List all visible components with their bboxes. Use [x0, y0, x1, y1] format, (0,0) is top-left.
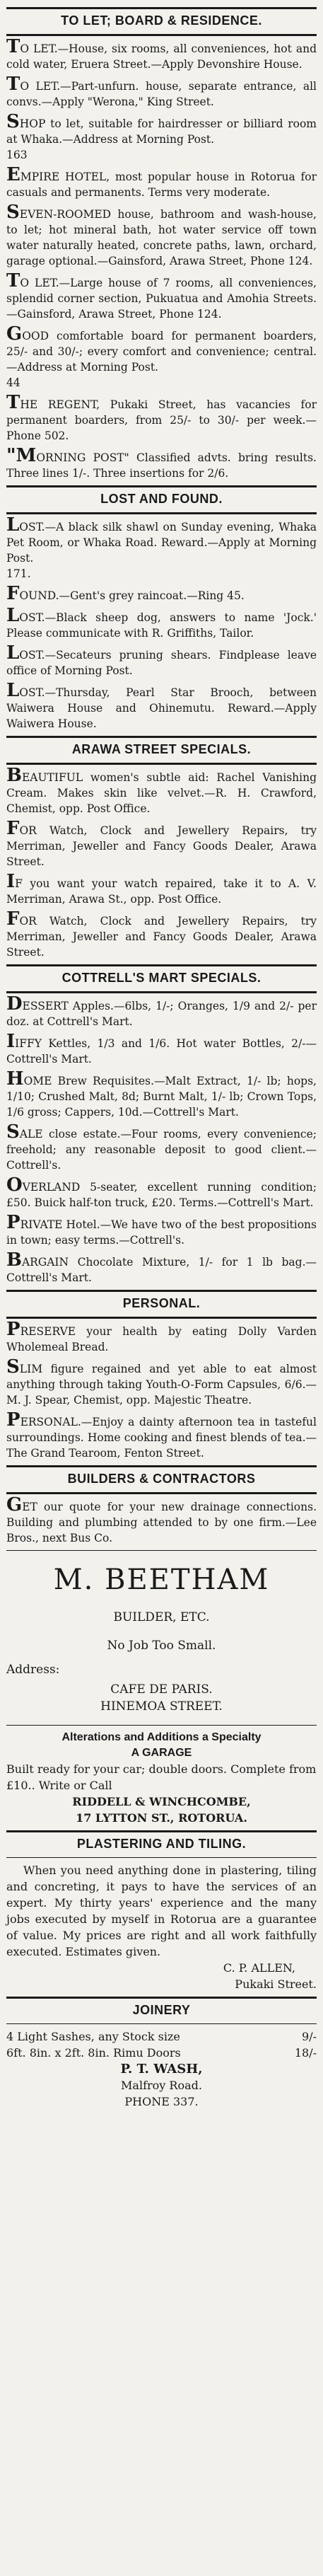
classified-ad	[6, 392, 317, 444]
classified-ad	[6, 76, 317, 110]
plastering-name: C. P. ALLEN,	[223, 1961, 295, 1975]
drop-capital: L	[6, 680, 20, 701]
classified-ad	[6, 111, 317, 147]
ad-text: LIM figure regained and yet able to eat almost anything through taking Youth-O-Form Capsules, 6/6.—M. J. Spear, Chemist, opp. Majestic Theatre.	[6, 1363, 317, 1407]
classified-ad	[6, 1409, 317, 1461]
classified-ad	[6, 1249, 317, 1286]
drop-capital: O	[6, 1174, 23, 1196]
rule	[6, 485, 317, 487]
personal-ads	[6, 1319, 317, 1461]
ad-text: OOD comfortable board for permanent boarders, 25/- and 30/-; every comfort and convenience; central.—Address at Morning Post.	[6, 330, 317, 374]
drop-capital: T	[6, 36, 20, 57]
drop-capital: E	[6, 164, 20, 185]
joinery-price-1: 9/-	[302, 2030, 317, 2043]
ad-text: O LET.—Large house of 7 rooms, all conveniences, splendid corner section, Pukuatua and Amohia Streets.—Gainsford, Arawa Street, Phone 124.	[6, 277, 317, 320]
drop-capital: L	[6, 642, 20, 664]
rule	[6, 736, 317, 738]
plastering-body: When you need anything done in plastering, tiling and concreting, it pays to have the services of an expert. My thirty years' experience and the many jobs executed by myself in Rotorua are a guarantee of value. My prices are right and all work faithfully executed. Estimates given.	[6, 1864, 317, 1958]
ad-text: F you want your watch repaired, take it to A. V. Merriman, Arawa St., opp. Post Office.	[6, 877, 317, 906]
ad-text: ORNING POST" Classified advts. bring results. Three lines 1/-. Three insertions for 2/6.	[6, 451, 317, 480]
drop-capital: T	[6, 270, 20, 291]
rule	[6, 1492, 317, 1494]
joinery-address: Malfroy Road.	[121, 2079, 202, 2092]
section-header-personal: PERSONAL.	[122, 1296, 201, 1310]
riddell-body: Built ready for your car; double doors. Complete from £10.. Write or Call	[6, 1762, 317, 1792]
ad-text: IFFY Kettles, 1/3 and 1/6. Hot water Bottles, 2/-—Cottrell's Mart.	[6, 1037, 317, 1065]
classified-ad	[6, 765, 317, 816]
ad-text: VERLAND 5-seater, excellent running condition; £50. Buick half-ton truck, £20. Terms.—Cottrell's Mart.	[6, 1181, 317, 1209]
riddell-address: 17 LYTTON ST., ROTORUA.	[76, 1811, 247, 1825]
rule	[6, 7, 317, 9]
classified-ad	[6, 642, 317, 678]
classified-ad	[6, 1068, 317, 1120]
drop-capital: F	[6, 908, 20, 930]
ad-text: OST.—Black sheep dog, answers to name 'Jock.' Please communicate with R. Griffiths, Tailor.	[6, 611, 317, 640]
classified-ad	[6, 204, 317, 269]
riddell-head-1: Alterations and Additions a Specialty	[61, 1731, 262, 1743]
classified-ad	[6, 164, 317, 200]
section-header-arawa: ARAWA STREET SPECIALS.	[71, 742, 252, 756]
classified-ad	[6, 270, 317, 322]
lost-found-ads	[6, 514, 317, 732]
ad-text: OST.—Secateurs pruning shears. Findplease leave office of Morning Post.	[6, 649, 317, 677]
arawa-ads	[6, 765, 317, 960]
joinery-name: P. T. WASH,	[120, 2062, 203, 2077]
drop-capital: G	[6, 1494, 23, 1515]
riddell-name: RIDDELL & WINCHCOMBE,	[72, 1795, 251, 1808]
section-header-cottrell: COTTRELL'S MART SPECIALS.	[61, 971, 262, 985]
ad-text: OUND.—Gent's grey raincoat.—Ring 45.	[19, 589, 245, 602]
joinery-line-1	[6, 2028, 317, 2045]
classified-ad	[6, 908, 317, 960]
ad-reference-number: 171.	[6, 567, 31, 580]
rule	[6, 763, 317, 765]
classified-ad	[6, 871, 317, 907]
classified-ad	[6, 583, 317, 604]
rule	[6, 991, 317, 993]
ad-text: OR Watch, Clock and Jewellery Repairs, try Merriman, Jeweller and Fancy Goods Dealer, Arawa Street.	[6, 915, 317, 959]
rule	[6, 964, 317, 966]
ad-text: OST.—Thursday, Pearl Star Brooch, between Waiwera House and Ohinemutu. Reward.—Apply Waiwera House.	[6, 686, 317, 730]
rule	[6, 1857, 317, 1858]
ad-text: MPIRE HOTEL, most popular house in Rotorua for casuals and permanents. Terms very moderate.	[6, 171, 317, 199]
drop-capital: B	[6, 1249, 22, 1271]
ad-text: RIVATE Hotel.—We have two of the best propositions in town; easy terms.—Cottrell's.	[6, 1218, 317, 1247]
rule	[6, 1997, 317, 1999]
classified-ad	[6, 1174, 317, 1211]
rule	[6, 512, 317, 514]
ad-text: ET our quote for your new drainage connections. Building and plumbing attended to by one firm.—Lee Bros., next Bus Co.	[6, 1501, 317, 1544]
classified-ad	[6, 1319, 317, 1355]
ad-text: HE REGENT, Pukaki Street, has vacancies for permanent boarders, from 25/- to 30/- per week.—Phone 502.	[6, 398, 317, 442]
drop-capital: "M	[6, 445, 37, 466]
beetham-sub: BUILDER, ETC.	[113, 1610, 210, 1624]
beetham-address-1: CAFE DE PARIS.	[110, 1682, 213, 1697]
ad-text: OR Watch, Clock and Jewellery Repairs, try Merriman, Jeweller and Fancy Goods Dealer, Arawa Street.	[6, 824, 317, 868]
drop-capital: L	[6, 605, 20, 626]
drop-capital: D	[6, 993, 23, 1015]
joinery-phone: PHONE 337.	[124, 2095, 199, 2108]
classified-ad	[6, 1212, 317, 1248]
rule	[6, 1317, 317, 1319]
beetham-address-label: Address:	[6, 1663, 60, 1677]
classified-ad	[6, 514, 317, 566]
section-header-to-let: TO LET; BOARD & RESIDENCE.	[61, 13, 262, 28]
rule	[6, 34, 317, 36]
section-header-builders: BUILDERS & CONTRACTORS	[67, 1472, 256, 1486]
drop-capital: T	[6, 392, 20, 413]
ad-reference-number: 163	[6, 149, 28, 161]
beetham-address-2: HINEMOA STREET.	[100, 1699, 223, 1714]
ad-text: ARGAIN Chocolate Mixture, 1/- for 1 lb bag.—Cottrell's Mart.	[6, 1256, 317, 1284]
ad-text: ALE close estate.—Four rooms, every convenience; freehold; any reasonable deposit to good client.—Cottrell's.	[6, 1128, 317, 1172]
beetham-name: M. BEETHAM	[53, 1564, 270, 1596]
classified-ad	[6, 1494, 317, 1546]
classified-ad	[6, 818, 317, 870]
drop-capital: S	[6, 1356, 20, 1377]
rule	[6, 1725, 317, 1726]
drop-capital: G	[6, 323, 23, 345]
classified-ad	[6, 993, 317, 1029]
rule	[6, 1465, 317, 1467]
section-header-joinery: JOINERY	[132, 2003, 191, 2017]
classified-ad	[6, 36, 317, 72]
joinery-item-2: 6ft. 8in. x 2ft. 8in. Rimu Doors	[6, 2046, 181, 2060]
ad-text: ESSERT Apples.—6lbs, 1/-; Oranges, 1/9 and 2/- per doz. at Cottrell's Mart.	[6, 1000, 317, 1028]
joinery-item-1: 4 Light Sashes, any Stock size	[6, 2030, 180, 2043]
rule	[6, 2023, 317, 2024]
drop-capital: H	[6, 1068, 24, 1090]
ad-text: O LET.—Part-unfurn. house, separate entrance, all convs.—Apply "Werona," King Street.	[6, 80, 317, 108]
ad-text: EAUTIFUL women's subtle aid: Rachel Vanishing Cream. Makes skin like velvet.—R. H. Crawford, Chemist, opp. Post Office.	[6, 771, 317, 815]
section-header-lost-found: LOST AND FOUND.	[100, 492, 223, 506]
drop-capital: F	[6, 818, 20, 839]
drop-capital: P	[6, 1409, 20, 1431]
to-let-ads	[6, 36, 317, 481]
rule	[6, 1550, 317, 1551]
ad-text: HOP to let, suitable for hairdresser or billiard room at Whaka.—Address at Morning Post.	[6, 117, 317, 146]
ad-text: OME Brew Requisites.—Malt Extract, 1/- lb; hops, 1/10; Crushed Malt, 8d; Burnt Malt, 1/- lb; Crown Tops, 1/6 gross; Cappers, 10d.—Cottrell's Mart.	[6, 1075, 317, 1119]
classified-ad	[6, 680, 317, 732]
ad-text: O LET.—House, six rooms, all conveniences, hot and cold water, Eruera Street.—Apply Devonshire House.	[6, 42, 317, 71]
ad-text: RESERVE your health by eating Dolly Varden Wholemeal Bread.	[6, 1325, 317, 1353]
rule	[6, 1290, 317, 1292]
classified-ad	[6, 605, 317, 641]
cottrell-ads	[6, 993, 317, 1286]
drop-capital: T	[6, 74, 20, 95]
builders-ads	[6, 1494, 317, 1546]
drop-capital: I	[6, 1031, 16, 1052]
ad-reference-number: 44	[6, 376, 20, 389]
drop-capital: P	[6, 1212, 20, 1233]
joinery-price-2: 18/-	[294, 2046, 317, 2060]
ad-text: EVEN-ROOMED house, bathroom and wash-house, to let; hot mineral bath, hot water service off town water naturally heated, concrete paths, lawn, orchard, garage optional.—Gainsford, Arawa Street, Phone 124.	[6, 208, 317, 267]
classified-ad	[6, 445, 317, 481]
drop-capital: L	[6, 514, 20, 536]
plastering-street: Pukaki Street.	[235, 1977, 317, 1991]
classified-ad	[6, 1031, 317, 1067]
drop-capital: S	[6, 202, 20, 223]
joinery-line-2	[6, 2045, 317, 2061]
classified-ad	[6, 1121, 317, 1173]
drop-capital: F	[6, 583, 20, 604]
section-header-plastering: PLASTERING AND TILING.	[76, 1837, 247, 1851]
drop-capital: S	[6, 1121, 20, 1143]
ad-text: OST.—A black silk shawl on Sunday evening, Whaka Pet Room, or Whaka Road. Reward.—Apply at Morning Post.	[6, 521, 317, 565]
beetham-slogan: No Job Too Small.	[107, 1639, 216, 1653]
riddell-head-2: A GARAGE	[131, 1747, 192, 1759]
classified-ad	[6, 1356, 317, 1408]
classified-ad	[6, 323, 317, 375]
drop-capital: S	[6, 111, 20, 132]
drop-capital: I	[6, 871, 16, 892]
rule	[6, 1830, 317, 1832]
drop-capital: B	[6, 765, 22, 786]
drop-capital: P	[6, 1319, 20, 1340]
ad-text: ERSONAL.—Enjoy a dainty afternoon tea in tasteful surroundings. Home cooking and finest blends of tea.—The Grand Tearoom, Fenton Street.	[6, 1416, 317, 1460]
